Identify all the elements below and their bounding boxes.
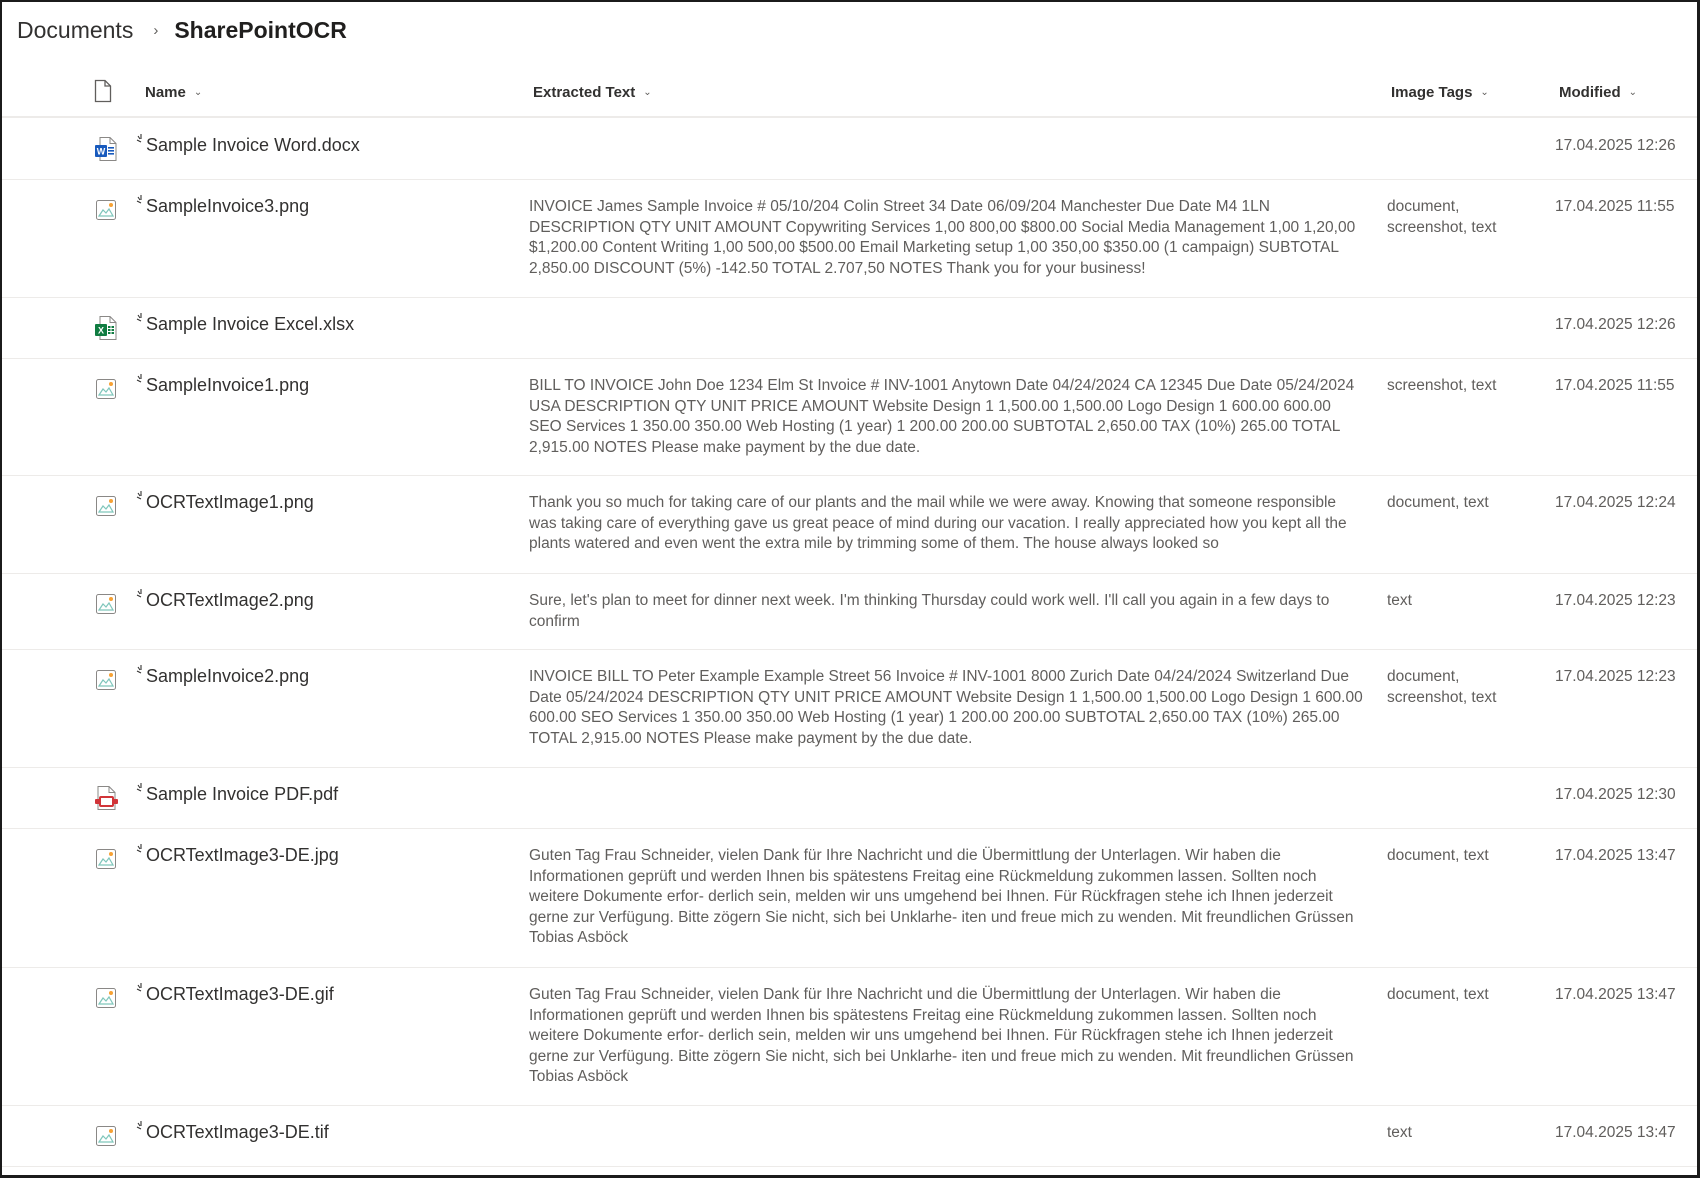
file-name-link[interactable] bbox=[136, 489, 314, 515]
chevron-right-icon: › bbox=[153, 21, 159, 39]
file-type-icon bbox=[94, 985, 118, 1011]
extracted-text: Guten Tag Frau Schneider, vielen Dank für Ihre Nachricht und die Übermittlung der Unterlagen. Wir haben die Informationen geprüft und werden Ihnen bis spätestens Freitag eine Rückmeldung zukommen lassen. Sollten noch weitere Dokumente erfor- derlich sein, melden wir uns umgehend bei Ihnen. Für Rückfragen stehe ich Ihnen jederzeit gerne zur Verfügung. Bitte zögern Sie nicht, sich bei Unklarhe- iten und freue mich zu wenden. Mit freundlichen Grüssen Tobias Asböck bbox=[529, 986, 1354, 1086]
image-file-icon bbox=[94, 376, 118, 402]
modified-date: 17.04.2025 13:47 bbox=[1555, 847, 1676, 864]
extracted-text: INVOICE BILL TO Peter Example Example Street 56 Invoice # INV-1001 8000 Zurich Date 04/24/2024 Switzerland Due Date 05/24/2024 DESCRIPTION QTY UNIT PRICE AMOUNT Website Design 1 1,500.00 1,500.00 Logo Design 1 600.00 600.00 SEO Services 1 350.00 350.00 Web Hosting (1 year) 1 200.00 200.00 SUBTOTAL 2,650.00 TAX (10%) 265.00 TOTAL 2,915.00 NOTES Please make payment by the due date. bbox=[529, 668, 1363, 747]
file-name-link[interactable] bbox=[136, 781, 338, 807]
modified-date: 17.04.2025 11:55 bbox=[1555, 198, 1675, 215]
pdf-file-icon bbox=[94, 785, 118, 811]
file-name-link[interactable] bbox=[136, 842, 339, 868]
column-header-modified[interactable] bbox=[1559, 80, 1637, 104]
modified-date: 17.04.2025 12:26 bbox=[1555, 316, 1676, 333]
file-name-link[interactable] bbox=[136, 981, 334, 1007]
column-header-image-tags-label: Image Tags bbox=[1391, 83, 1473, 101]
new-item-sparkle-icon bbox=[136, 305, 146, 317]
modified-date: 17.04.2025 12:24 bbox=[1555, 494, 1676, 511]
image-tags: document, text bbox=[1387, 847, 1489, 864]
new-item-sparkle-icon bbox=[136, 483, 146, 495]
file-row[interactable] bbox=[2, 574, 1700, 650]
file-name: SampleInvoice1.png bbox=[146, 375, 310, 395]
file-icon bbox=[94, 79, 112, 103]
word-file-icon bbox=[94, 136, 118, 162]
file-name: SampleInvoice3.png bbox=[146, 196, 310, 216]
file-name: OCRTextImage3-DE.tif bbox=[146, 1122, 329, 1142]
svg-text:W: W bbox=[96, 146, 106, 157]
image-file-icon bbox=[94, 1123, 118, 1149]
file-type-icon bbox=[94, 136, 118, 162]
file-type-icon bbox=[94, 493, 118, 519]
file-type-icon bbox=[94, 376, 118, 402]
extracted-text: Thank you so much for taking care of our plants and the mail while we were away. Knowing that someone responsible was taking care of everything gave us great peace of mind during our vacation. I really appreciated how you kept all the plants watered and even went the extra mile by trimming some of them. The house always looked so bbox=[529, 494, 1347, 553]
image-file-icon bbox=[94, 197, 118, 223]
new-item-sparkle-icon bbox=[136, 1113, 146, 1125]
modified-date: 17.04.2025 11:55 bbox=[1555, 377, 1675, 394]
file-name-link[interactable] bbox=[136, 372, 309, 398]
image-tags: document, screenshot, text bbox=[1387, 668, 1497, 706]
file-name: SampleInvoice2.png bbox=[146, 666, 310, 686]
file-name-link[interactable] bbox=[136, 587, 314, 613]
new-item-sparkle-icon bbox=[136, 836, 146, 848]
image-file-icon bbox=[94, 591, 118, 617]
file-type-icon bbox=[94, 785, 118, 811]
file-row[interactable] bbox=[2, 968, 1700, 1106]
new-item-sparkle-icon bbox=[136, 126, 146, 138]
modified-date: 17.04.2025 12:30 bbox=[1555, 786, 1676, 803]
file-list bbox=[2, 119, 1700, 1167]
image-tags: text bbox=[1387, 1124, 1412, 1141]
modified-date: 17.04.2025 13:47 bbox=[1555, 986, 1676, 1003]
file-name-link[interactable] bbox=[136, 193, 309, 219]
file-row[interactable] bbox=[2, 829, 1700, 968]
file-name-link[interactable] bbox=[136, 311, 354, 337]
chevron-down-icon: ⌄ bbox=[193, 86, 203, 98]
file-type-icon bbox=[94, 315, 118, 341]
extracted-text: INVOICE James Sample Invoice # 05/10/204 Colin Street 34 Date 06/09/204 Manchester Due Date M4 1LN DESCRIPTION QTY UNIT AMOUNT Copywriting Services 1,00 800,00 $800.00 Social Media Management 1,00 1,20,00 $1,200.00 Content Writing 1,00 500,00 $500.00 Email Marketing setup 1,00 350,00 $350.00 (1 campaign) SUBTOTAL 2,850.00 DISCOUNT (5%) -142.50 TOTAL 2.707,50 NOTES Thank you for your business! bbox=[529, 198, 1356, 277]
new-item-sparkle-icon bbox=[136, 187, 146, 199]
image-file-icon bbox=[94, 493, 118, 519]
column-header-name[interactable] bbox=[145, 80, 202, 104]
svg-text:X: X bbox=[97, 325, 105, 336]
modified-date: 17.04.2025 12:26 bbox=[1555, 137, 1676, 154]
file-name: Sample Invoice Word.docx bbox=[146, 135, 360, 155]
file-row[interactable] bbox=[2, 650, 1700, 768]
file-name-link[interactable] bbox=[136, 132, 360, 158]
column-header-extracted-text[interactable] bbox=[533, 80, 652, 104]
new-item-sparkle-icon bbox=[136, 775, 146, 787]
file-name: Sample Invoice Excel.xlsx bbox=[146, 314, 355, 334]
image-tags: document, text bbox=[1387, 986, 1489, 1003]
file-name-link[interactable] bbox=[136, 663, 309, 689]
file-row[interactable] bbox=[2, 476, 1700, 574]
file-row[interactable] bbox=[2, 119, 1700, 180]
file-type-icon bbox=[94, 591, 118, 617]
file-type-icon bbox=[94, 1123, 118, 1149]
file-row[interactable] bbox=[2, 1106, 1700, 1167]
column-header-file-type[interactable] bbox=[94, 78, 114, 104]
modified-date: 17.04.2025 13:47 bbox=[1555, 1124, 1676, 1141]
modified-date: 17.04.2025 12:23 bbox=[1555, 668, 1676, 685]
new-item-sparkle-icon bbox=[136, 581, 146, 593]
file-row[interactable] bbox=[2, 768, 1700, 829]
modified-date: 17.04.2025 12:23 bbox=[1555, 592, 1676, 609]
new-item-sparkle-icon bbox=[136, 657, 146, 669]
file-name: Sample Invoice PDF.pdf bbox=[146, 784, 339, 804]
file-type-icon bbox=[94, 846, 118, 872]
extracted-text: Guten Tag Frau Schneider, vielen Dank für Ihre Nachricht und die Übermittlung der Unterlagen. Wir haben die Informationen geprüft und werden Ihnen bis spätestens Freitag eine Rückmeldung zukommen lassen. Sollten noch weitere Dokumente erfor- derlich sein, melden wir uns umgehend bei Ihnen. Für Rückfragen stehe ich Ihnen jederzeit gerne zur Verfügung. Bitte zögern Sie nicht, sich bei Unklarhe- iten und freue mich zu wenden. Mit freundlichen Grüssen Tobias Asböck bbox=[529, 847, 1354, 947]
file-row[interactable] bbox=[2, 180, 1700, 298]
breadcrumb-current-folder: SharePointOCR bbox=[174, 16, 347, 43]
file-name: OCRTextImage1.png bbox=[146, 492, 314, 512]
new-item-sparkle-icon bbox=[136, 975, 146, 987]
new-item-sparkle-icon bbox=[136, 366, 146, 378]
file-type-icon bbox=[94, 667, 118, 693]
breadcrumb bbox=[17, 14, 347, 46]
column-header-modified-label: Modified bbox=[1559, 83, 1621, 101]
file-name: OCRTextImage3-DE.gif bbox=[146, 984, 334, 1004]
excel-file-icon bbox=[94, 315, 118, 341]
chevron-down-icon: ⌄ bbox=[1480, 86, 1489, 98]
column-header-extracted-text-label: Extracted Text bbox=[533, 83, 636, 101]
image-tags: document, text bbox=[1387, 494, 1489, 511]
file-row[interactable] bbox=[2, 298, 1700, 359]
column-header-name-label: Name bbox=[145, 83, 186, 101]
file-name: OCRTextImage3-DE.jpg bbox=[146, 845, 339, 865]
column-header-row bbox=[2, 68, 1700, 118]
image-tags: screenshot, text bbox=[1387, 377, 1497, 394]
image-tags: document, screenshot, text bbox=[1387, 198, 1497, 236]
file-row[interactable] bbox=[2, 359, 1700, 476]
image-file-icon bbox=[94, 985, 118, 1011]
chevron-down-icon: ⌄ bbox=[643, 86, 652, 98]
breadcrumb-documents[interactable]: Documents bbox=[17, 16, 134, 43]
image-tags: text bbox=[1387, 592, 1412, 609]
image-file-icon bbox=[94, 667, 118, 693]
image-file-icon bbox=[94, 846, 118, 872]
file-name-link[interactable] bbox=[136, 1119, 329, 1145]
chevron-down-icon: ⌄ bbox=[1628, 86, 1638, 98]
column-header-image-tags[interactable] bbox=[1391, 80, 1489, 104]
file-name: OCRTextImage2.png bbox=[146, 590, 314, 610]
extracted-text: BILL TO INVOICE John Doe 1234 Elm St Invoice # INV-1001 Anytown Date 04/24/2024 CA 12345 Due Date 05/24/2024 USA DESCRIPTION QTY UNIT PRICE AMOUNT Website Design 1 1,500.00 1,500.00 Logo Design 1 600.00 600.00 SEO Services 1 350.00 350.00 Web Hosting (1 year) 1 200.00 200.00 SUBTOTAL 2,650.00 TAX (10%) 265.00 TOTAL 2,915.00 NOTES Please make payment by the due date. bbox=[529, 377, 1355, 456]
file-type-icon bbox=[94, 197, 118, 223]
extracted-text: Sure, let's plan to meet for dinner next week. I'm thinking Thursday could work well. I'll call you again in a few days to confirm bbox=[529, 592, 1330, 630]
